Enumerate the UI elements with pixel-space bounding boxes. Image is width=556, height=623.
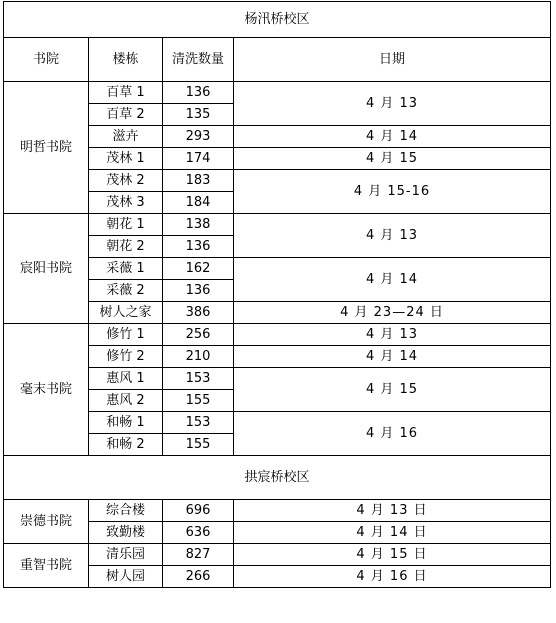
building-cell: 茂林 2 (89, 170, 163, 192)
count-cell: 636 (163, 522, 234, 544)
building-cell: 朝花 1 (89, 214, 163, 236)
count-cell: 210 (163, 346, 234, 368)
building-cell: 采薇 2 (89, 280, 163, 302)
building-cell: 茂林 3 (89, 192, 163, 214)
table-row (4, 214, 551, 236)
count-cell: 266 (163, 566, 234, 588)
count-cell: 136 (163, 82, 234, 104)
date-cell: 4 月 23—24 日 (234, 302, 551, 324)
building-cell: 清乐园 (89, 544, 163, 566)
date-cell: 4 月 16 (234, 412, 551, 456)
building-cell: 和畅 2 (89, 434, 163, 456)
building-cell: 综合楼 (89, 500, 163, 522)
building-cell: 采薇 1 (89, 258, 163, 280)
building-cell: 树人之家 (89, 302, 163, 324)
count-cell: 153 (163, 368, 234, 390)
count-cell: 138 (163, 214, 234, 236)
date-cell: 4 月 15 日 (234, 544, 551, 566)
building-cell: 朝花 2 (89, 236, 163, 258)
college-cell: 重智书院 (4, 544, 89, 588)
date-cell: 4 月 14 (234, 258, 551, 302)
table-row (4, 544, 551, 566)
table-row (4, 324, 551, 346)
date-cell: 4 月 13 (234, 214, 551, 258)
building-cell: 树人园 (89, 566, 163, 588)
count-cell: 153 (163, 412, 234, 434)
count-cell: 136 (163, 280, 234, 302)
count-cell: 174 (163, 148, 234, 170)
date-cell: 4 月 16 日 (234, 566, 551, 588)
count-cell: 183 (163, 170, 234, 192)
header-row (4, 38, 551, 82)
count-cell: 256 (163, 324, 234, 346)
count-cell: 184 (163, 192, 234, 214)
building-cell: 茂林 1 (89, 148, 163, 170)
building-cell: 和畅 1 (89, 412, 163, 434)
date-cell: 4 月 15-16 (234, 170, 551, 214)
header-college: 书院 (4, 38, 89, 82)
college-cell: 崇德书院 (4, 500, 89, 544)
count-cell: 827 (163, 544, 234, 566)
count-cell: 155 (163, 434, 234, 456)
building-cell: 惠风 1 (89, 368, 163, 390)
date-cell: 4 月 15 (234, 148, 551, 170)
date-cell: 4 月 13 (234, 82, 551, 126)
building-cell: 致勤楼 (89, 522, 163, 544)
count-cell: 135 (163, 104, 234, 126)
college-cell: 宸阳书院 (4, 214, 89, 324)
table-row (4, 500, 551, 522)
date-cell: 4 月 14 日 (234, 522, 551, 544)
date-cell: 4 月 14 (234, 126, 551, 148)
header-count: 清洗数量 (163, 38, 234, 82)
building-cell: 滋卉 (89, 126, 163, 148)
count-cell: 696 (163, 500, 234, 522)
header-building: 楼栋 (89, 38, 163, 82)
date-cell: 4 月 15 (234, 368, 551, 412)
college-cell: 毫末书院 (4, 324, 89, 456)
campus-title-yangxunqiao: 杨汛桥校区 (4, 2, 551, 38)
count-cell: 293 (163, 126, 234, 148)
date-cell: 4 月 13 (234, 324, 551, 346)
building-cell: 惠风 2 (89, 390, 163, 412)
cleaning-schedule-table (3, 1, 551, 588)
count-cell: 136 (163, 236, 234, 258)
header-date: 日期 (234, 38, 551, 82)
campus-title-gongchenqiao: 拱宸桥校区 (4, 456, 551, 500)
date-cell: 4 月 13 日 (234, 500, 551, 522)
building-cell: 修竹 1 (89, 324, 163, 346)
college-cell: 明哲书院 (4, 82, 89, 214)
count-cell: 162 (163, 258, 234, 280)
building-cell: 修竹 2 (89, 346, 163, 368)
building-cell: 百草 1 (89, 82, 163, 104)
table-row (4, 82, 551, 104)
count-cell: 386 (163, 302, 234, 324)
building-cell: 百草 2 (89, 104, 163, 126)
date-cell: 4 月 14 (234, 346, 551, 368)
count-cell: 155 (163, 390, 234, 412)
